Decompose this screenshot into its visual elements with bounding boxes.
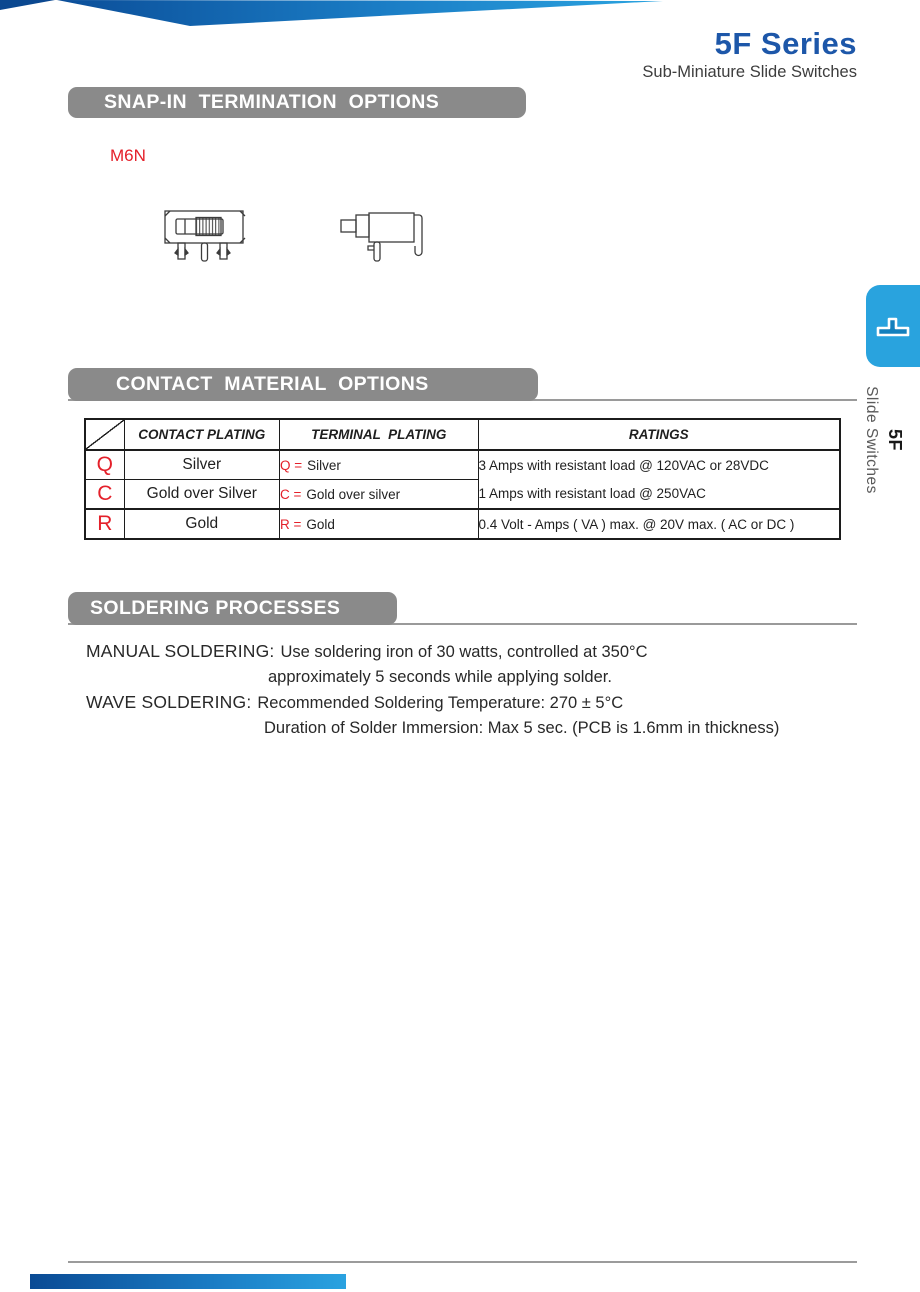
terminal-code: C = [280,486,302,502]
side-tab-category-label: Slide Switches [863,386,880,494]
contact-plating-cell: Gold over Silver [124,480,279,510]
table-row-q [85,450,840,480]
code-cell: C [85,480,124,510]
side-tab-series-label: 5F [885,428,905,451]
terminal-code: Q = [280,457,303,473]
section-title: SNAP-IN TERMINATION OPTIONS [104,91,440,113]
slide-switch-icon [875,313,911,339]
rating-line: 3 Amps with resistant load @ 120VAC or 28VDC [478,457,769,473]
section-header-snap-in-termination [68,87,526,118]
wave-soldering-line-2: Duration of Solder Immersion: Max 5 sec. (PCB is 1.6mm in thickness) [264,719,780,737]
terminal-plating-cell [280,509,479,539]
terminal-value: Gold over silver [306,486,401,502]
manual-soldering-line-1 [86,639,866,665]
rating-line: 1 Amps with resistant load @ 250VAC [478,485,706,501]
ratings-merged-cell [478,450,840,509]
column-header-terminal-plating: TERMINAL PLATING [280,419,479,450]
column-header-contact-plating: CONTACT PLATING [124,419,279,450]
wave-soldering-label: WAVE SOLDERING: [86,692,252,712]
manual-soldering-text: Use soldering iron of 30 watts, controlled at 350°C [280,643,648,661]
footer-divider-line [68,1261,857,1263]
wave-soldering-text: Recommended Soldering Temperature: 270 ± 5°C [257,694,624,712]
model-code-m6n: M6N [110,146,146,165]
terminal-value: Gold [306,516,335,532]
contact-material-table [84,418,841,540]
terminal-plating-cell [280,450,479,480]
table-header-row [85,419,840,450]
section-title: CONTACT MATERIAL OPTIONS [116,373,429,395]
series-side-tab [866,285,920,367]
footer-blue-bar [30,1274,346,1289]
page-title: 5F Series [714,26,857,61]
code-cell: Q [85,450,124,480]
switch-side-view-drawing [338,207,428,267]
side-tab-vertical-label [855,375,905,505]
section-title: SOLDERING PROCESSES [90,597,341,619]
section-header-soldering-processes [68,592,397,625]
code-cell: R [85,509,124,539]
wave-soldering-line-1 [86,690,866,716]
ratings-cell: 0.4 Volt - Amps ( VA ) max. @ 20V max. ( AC or DC ) [478,509,840,539]
manual-soldering-label: MANUAL SOLDERING: [86,641,275,661]
terminal-plating-cell [280,480,479,510]
soldering-instructions [86,639,866,741]
terminal-code: R = [280,516,302,532]
section-header-contact-material [68,368,538,401]
contact-plating-cell: Gold [124,509,279,539]
table-row-r [85,509,840,539]
terminal-value: Silver [307,457,341,473]
page-subtitle: Sub-Miniature Slide Switches [642,63,857,81]
contact-plating-cell: Silver [124,450,279,480]
manual-soldering-line-2: approximately 5 seconds while applying solder. [268,668,612,686]
brand-block [642,28,857,82]
diagonal-header-cell [85,419,124,450]
switch-front-view-drawing [163,206,247,264]
column-header-ratings: RATINGS [478,419,840,450]
